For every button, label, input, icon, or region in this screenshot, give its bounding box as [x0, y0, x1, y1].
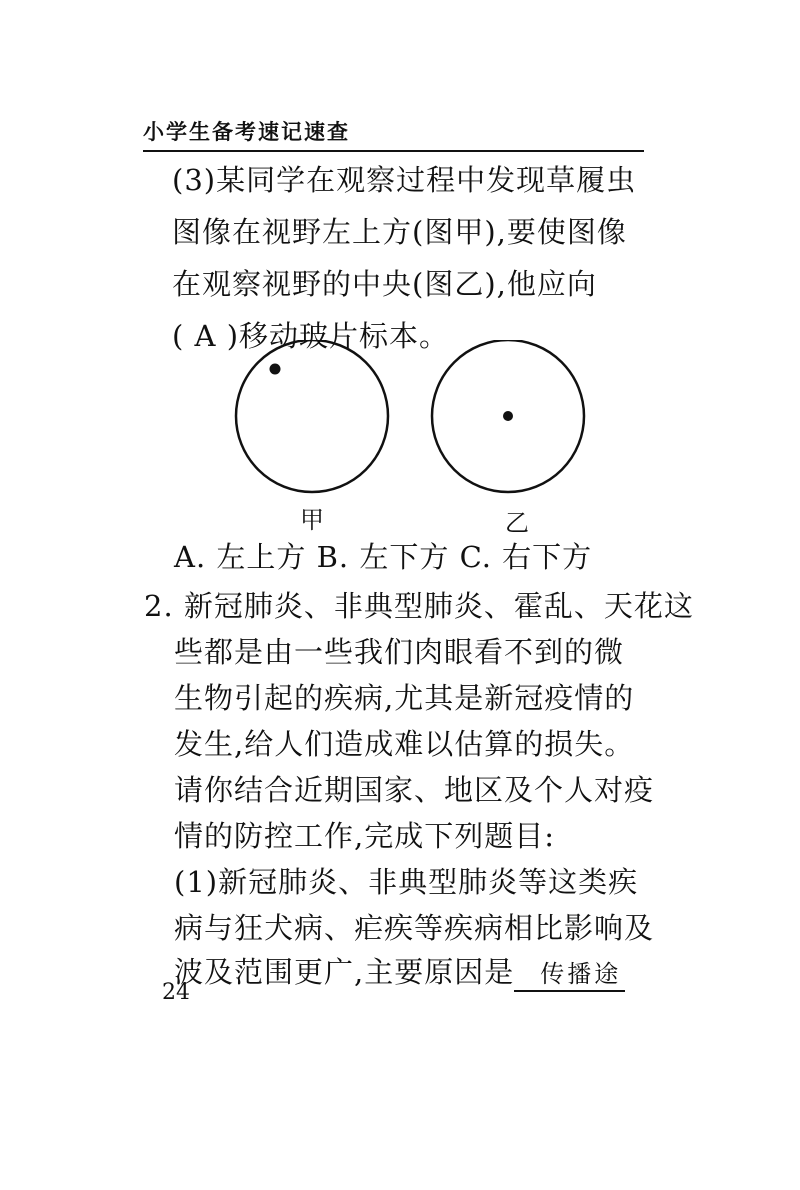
microscope-fields-svg	[230, 340, 600, 510]
q2-sub1-line-1: (1)新冠肺炎、非典型肺炎等这类疾	[174, 865, 639, 899]
q2-line-6: 情的防控工作,完成下列题目:	[174, 819, 555, 853]
q2-line-4: 发生,给人们造成难以估算的损失。	[174, 727, 635, 761]
q2-line-5: 请你结合近期国家、地区及个人对疫	[174, 773, 655, 807]
microscope-field-figure	[230, 340, 600, 540]
q2-line-1: 2. 新冠肺炎、非典型肺炎、霍乱、天花这	[144, 589, 694, 623]
q2-sub1-line-3	[174, 955, 625, 992]
q3-line-2: 图像在视野左上方(图甲),要使图像	[172, 215, 627, 249]
q2-line-2: 些都是由一些我们肉眼看不到的微	[174, 635, 625, 669]
q3-line-3: 在观察视野的中央(图乙),他应向	[172, 267, 597, 301]
q2-sub1-line-2: 病与狂犬病、疟疾等疾病相比影响及	[174, 911, 655, 945]
q3-options: A. 左上方 B. 左下方 C. 右下方	[174, 540, 593, 574]
specimen-dot-right	[503, 411, 513, 421]
page-number: 24	[162, 980, 190, 1005]
q3-line-1: (3)某同学在观察过程中发现草履虫	[172, 163, 637, 197]
specimen-dot-left	[270, 364, 281, 375]
page-header-title: 小学生备考速记速查	[143, 120, 350, 144]
figure-label-left: 甲	[300, 506, 324, 534]
answer-blank: 传播途	[514, 962, 625, 992]
q2-sub1-prefix: 波及范围更广,主要原因是	[174, 955, 515, 989]
q2-line-3: 生物引起的疾病,尤其是新冠疫情的	[174, 681, 635, 715]
field-of-view-left	[236, 340, 388, 492]
figure-label-right: 乙	[505, 509, 529, 537]
q3-line-4: ( A )移动玻片标本。	[172, 319, 450, 353]
header-divider	[143, 150, 644, 152]
